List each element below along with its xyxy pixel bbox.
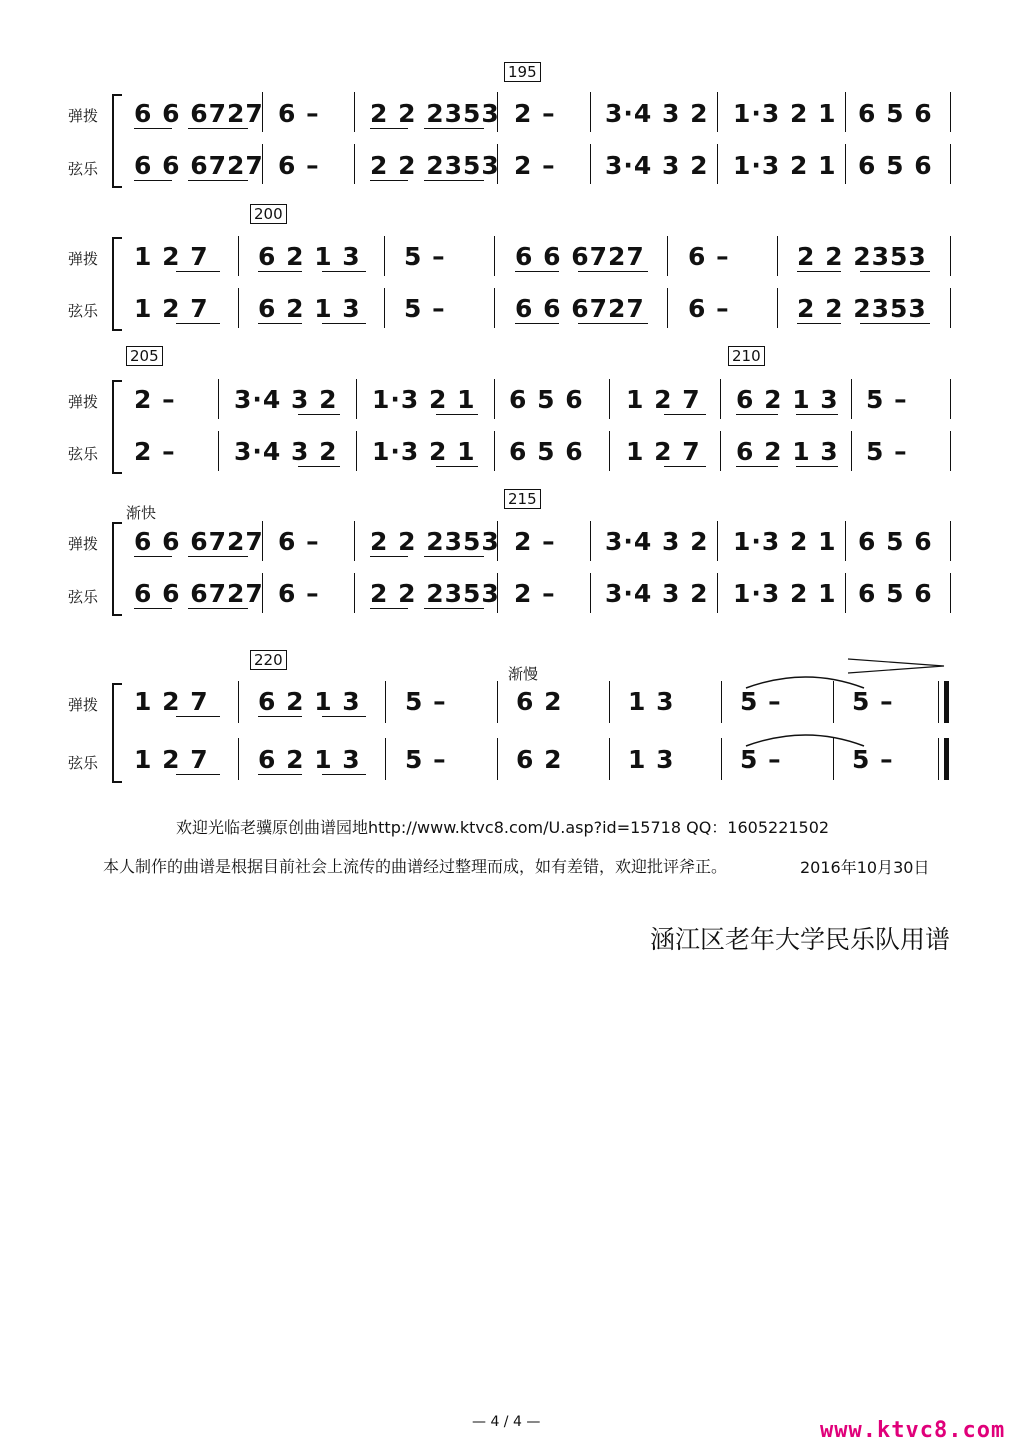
barline — [218, 431, 219, 471]
measure-notes: 6 5 6 — [858, 151, 933, 180]
measure-notes: 2 2 2353 — [797, 242, 927, 271]
barline — [777, 288, 778, 328]
underline-beam — [258, 774, 302, 775]
barline — [494, 236, 495, 276]
final-barline — [944, 738, 949, 780]
underline-beam — [298, 466, 340, 467]
measure-notes: 2 – — [134, 437, 176, 466]
measure-notes: 1 2 7 — [134, 745, 209, 774]
measure-notes: 1 2 7 — [134, 687, 209, 716]
measure-notes: 1 2 7 — [626, 437, 701, 466]
measure-notes: 6 5 6 — [509, 437, 584, 466]
underline-beam — [436, 466, 478, 467]
measure-notes: 5 – — [852, 745, 894, 774]
barline — [262, 573, 263, 613]
website-notice: 欢迎光临老骥原创曲谱园地http://www.ktvc8.com/U.asp?id=15718 QQ：1605221502 — [176, 818, 830, 837]
barline — [497, 681, 498, 723]
underline-beam — [188, 608, 248, 609]
measure-notes: 2 2 2353 — [370, 527, 500, 556]
measure-notes: 3·4 3 2 — [605, 99, 709, 128]
system-bracket — [112, 94, 122, 188]
barline — [590, 92, 591, 132]
barline — [354, 521, 355, 561]
barline — [384, 288, 385, 328]
ensemble-title: 涵江区老年大学民乐队用谱 — [650, 925, 951, 954]
barline — [238, 738, 239, 780]
barline — [609, 681, 610, 723]
measure-notes: 1·3 2 1 — [733, 527, 837, 556]
measure-notes: 1·3 2 1 — [733, 579, 837, 608]
barline — [938, 681, 939, 723]
barline — [721, 681, 722, 723]
barline — [950, 144, 951, 184]
barline — [354, 144, 355, 184]
barline — [845, 92, 846, 132]
measure-notes: 2 – — [514, 151, 556, 180]
measure-number: 195 — [504, 62, 541, 82]
barline — [238, 681, 239, 723]
measure-notes: 6 2 — [516, 745, 563, 774]
instrument-label: 弦乐 — [68, 160, 99, 178]
underline-beam — [436, 414, 478, 415]
measure-notes: 2 2 2353 — [370, 151, 500, 180]
system-bracket — [112, 683, 122, 783]
measure-notes: 6 2 1 3 — [258, 687, 361, 716]
underline-beam — [370, 180, 408, 181]
barline — [950, 92, 951, 132]
barline — [385, 681, 386, 723]
underline-beam — [796, 414, 838, 415]
measure-notes: 6 – — [688, 242, 730, 271]
measure-notes: 6 5 6 — [858, 99, 933, 128]
barline — [721, 738, 722, 780]
measure-notes: 5 – — [404, 294, 446, 323]
barline — [497, 92, 498, 132]
underline-beam — [322, 323, 366, 324]
barline — [845, 573, 846, 613]
barline — [720, 379, 721, 419]
measure-notes: 1·3 2 1 — [372, 437, 476, 466]
barline — [497, 144, 498, 184]
measure-notes: 6 6 6727 — [134, 579, 264, 608]
barline — [609, 431, 610, 471]
underline-beam — [188, 128, 248, 129]
barline — [717, 92, 718, 132]
barline — [262, 521, 263, 561]
underline-beam — [578, 323, 648, 324]
barline — [354, 573, 355, 613]
underline-beam — [424, 180, 484, 181]
underline-beam — [176, 774, 220, 775]
measure-notes: 3·4 3 2 — [605, 579, 709, 608]
measure-notes: 6 6 6727 — [515, 242, 645, 271]
underline-beam — [176, 716, 220, 717]
barline — [497, 738, 498, 780]
barline — [218, 379, 219, 419]
underline-beam — [515, 323, 559, 324]
barline — [851, 431, 852, 471]
measure-notes: 1 2 7 — [626, 385, 701, 414]
underline-beam — [797, 271, 841, 272]
measure-notes: 5 – — [866, 437, 908, 466]
underline-beam — [860, 271, 930, 272]
measure-notes: 5 – — [404, 242, 446, 271]
underline-beam — [188, 180, 248, 181]
barline — [609, 379, 610, 419]
underline-beam — [424, 128, 484, 129]
measure-notes: 3·4 3 2 — [605, 527, 709, 556]
instrument-label: 弹拨 — [68, 696, 99, 714]
measure-notes: 5 – — [405, 745, 447, 774]
measure-number: 200 — [250, 204, 287, 224]
underline-beam — [258, 323, 302, 324]
tempo-marking: 渐慢 — [508, 665, 539, 683]
measure-notes: 6 6 6727 — [134, 527, 264, 556]
barline — [667, 236, 668, 276]
barline — [262, 92, 263, 132]
underline-beam — [322, 271, 366, 272]
measure-notes: 6 – — [688, 294, 730, 323]
underline-beam — [258, 716, 302, 717]
underline-beam — [796, 466, 838, 467]
measure-notes: 6 5 6 — [858, 579, 933, 608]
instrument-label: 弹拨 — [68, 393, 99, 411]
barline — [384, 236, 385, 276]
measure-notes: 2 – — [134, 385, 176, 414]
underline-beam — [134, 180, 172, 181]
measure-notes: 1·3 2 1 — [733, 99, 837, 128]
watermark-logo: www.ktvc8.com — [820, 1418, 1006, 1443]
underline-beam — [797, 323, 841, 324]
measure-number: 215 — [504, 489, 541, 509]
barline — [717, 144, 718, 184]
measure-notes: 3·4 3 2 — [605, 151, 709, 180]
system-bracket — [112, 237, 122, 331]
measure-number: 220 — [250, 650, 287, 670]
barline — [950, 573, 951, 613]
instrument-label: 弹拨 — [68, 107, 99, 125]
final-barline — [944, 681, 949, 723]
measure-notes: 5 – — [866, 385, 908, 414]
system-bracket — [112, 522, 122, 616]
measure-notes: 6 – — [278, 527, 320, 556]
measure-notes: 6 2 1 3 — [736, 385, 839, 414]
underline-beam — [134, 608, 172, 609]
measure-notes: 6 5 6 — [509, 385, 584, 414]
barline — [590, 144, 591, 184]
underline-beam — [258, 271, 302, 272]
measure-notes: 3·4 3 2 — [234, 385, 338, 414]
barline — [356, 431, 357, 471]
barline — [717, 521, 718, 561]
underline-beam — [860, 323, 930, 324]
underline-beam — [370, 128, 408, 129]
measure-notes: 6 5 6 — [858, 527, 933, 556]
measure-notes: 6 – — [278, 579, 320, 608]
date-text: 2016年10月30日 — [800, 858, 930, 877]
measure-notes: 6 2 1 3 — [736, 437, 839, 466]
instrument-label: 弦乐 — [68, 445, 99, 463]
barline — [845, 144, 846, 184]
measure-notes: 6 6 6727 — [134, 151, 264, 180]
barline — [845, 521, 846, 561]
measure-notes: 2 2 2353 — [370, 579, 500, 608]
underline-beam — [664, 466, 706, 467]
barline — [950, 288, 951, 328]
instrument-label: 弦乐 — [68, 302, 99, 320]
barline — [938, 738, 939, 780]
underline-beam — [370, 608, 408, 609]
measure-notes: 1·3 2 1 — [372, 385, 476, 414]
measure-notes: 1 3 — [628, 687, 675, 716]
measure-notes: 5 – — [740, 745, 782, 774]
underline-beam — [298, 414, 340, 415]
measure-notes: 3·4 3 2 — [234, 437, 338, 466]
measure-number: 205 — [126, 346, 163, 366]
barline — [667, 288, 668, 328]
barline — [851, 379, 852, 419]
measure-notes: 6 2 1 3 — [258, 242, 361, 271]
measure-notes: 1 2 7 — [134, 294, 209, 323]
measure-notes: 5 – — [740, 687, 782, 716]
measure-notes: 5 – — [852, 687, 894, 716]
underline-beam — [424, 608, 484, 609]
page-number: — 4 / 4 — — [472, 1414, 541, 1430]
barline — [238, 288, 239, 328]
measure-notes: 1·3 2 1 — [733, 151, 837, 180]
underline-beam — [134, 556, 172, 557]
measure-notes: 2 2 2353 — [797, 294, 927, 323]
measure-notes: 2 – — [514, 579, 556, 608]
measure-notes: 6 6 6727 — [515, 294, 645, 323]
instrument-label: 弦乐 — [68, 754, 99, 772]
barline — [950, 379, 951, 419]
underline-beam — [176, 323, 220, 324]
instrument-label: 弹拨 — [68, 535, 99, 553]
tie-arc — [744, 730, 868, 748]
barline — [385, 738, 386, 780]
underline-beam — [188, 556, 248, 557]
instrument-label: 弦乐 — [68, 588, 99, 606]
measure-notes: 6 – — [278, 151, 320, 180]
barline — [494, 431, 495, 471]
measure-notes: 1 2 7 — [134, 242, 209, 271]
underline-beam — [664, 414, 706, 415]
barline — [356, 379, 357, 419]
barline — [950, 521, 951, 561]
barline — [590, 573, 591, 613]
barline — [494, 379, 495, 419]
barline — [262, 144, 263, 184]
measure-notes: 2 – — [514, 99, 556, 128]
underline-beam — [424, 556, 484, 557]
measure-notes: 2 2 2353 — [370, 99, 500, 128]
disclaimer-text: 本人制作的曲谱是根据目前社会上流传的曲谱经过整理而成，如有差错，欢迎批评斧正。 — [103, 857, 728, 876]
underline-beam — [370, 556, 408, 557]
measure-notes: 6 2 1 3 — [258, 745, 361, 774]
barline — [497, 521, 498, 561]
barline — [950, 236, 951, 276]
underline-beam — [322, 774, 366, 775]
underline-beam — [176, 271, 220, 272]
measure-notes: 6 2 1 3 — [258, 294, 361, 323]
barline — [609, 738, 610, 780]
measure-notes: 5 – — [405, 687, 447, 716]
tempo-marking: 渐快 — [126, 504, 157, 522]
underline-beam — [578, 271, 648, 272]
measure-notes: 6 – — [278, 99, 320, 128]
barline — [238, 236, 239, 276]
system-bracket — [112, 380, 122, 474]
barline — [950, 431, 951, 471]
underline-beam — [134, 128, 172, 129]
underline-beam — [736, 466, 778, 467]
underline-beam — [515, 271, 559, 272]
decrescendo-hairpin — [848, 658, 948, 678]
measure-notes: 6 2 — [516, 687, 563, 716]
instrument-label: 弹拨 — [68, 250, 99, 268]
measure-notes: 6 6 6727 — [134, 99, 264, 128]
underline-beam — [736, 414, 778, 415]
barline — [720, 431, 721, 471]
measure-notes: 1 3 — [628, 745, 675, 774]
barline — [354, 92, 355, 132]
underline-beam — [322, 716, 366, 717]
barline — [777, 236, 778, 276]
measure-number: 210 — [728, 346, 765, 366]
barline — [717, 573, 718, 613]
measure-notes: 2 – — [514, 527, 556, 556]
barline — [590, 521, 591, 561]
barline — [494, 288, 495, 328]
barline — [497, 573, 498, 613]
